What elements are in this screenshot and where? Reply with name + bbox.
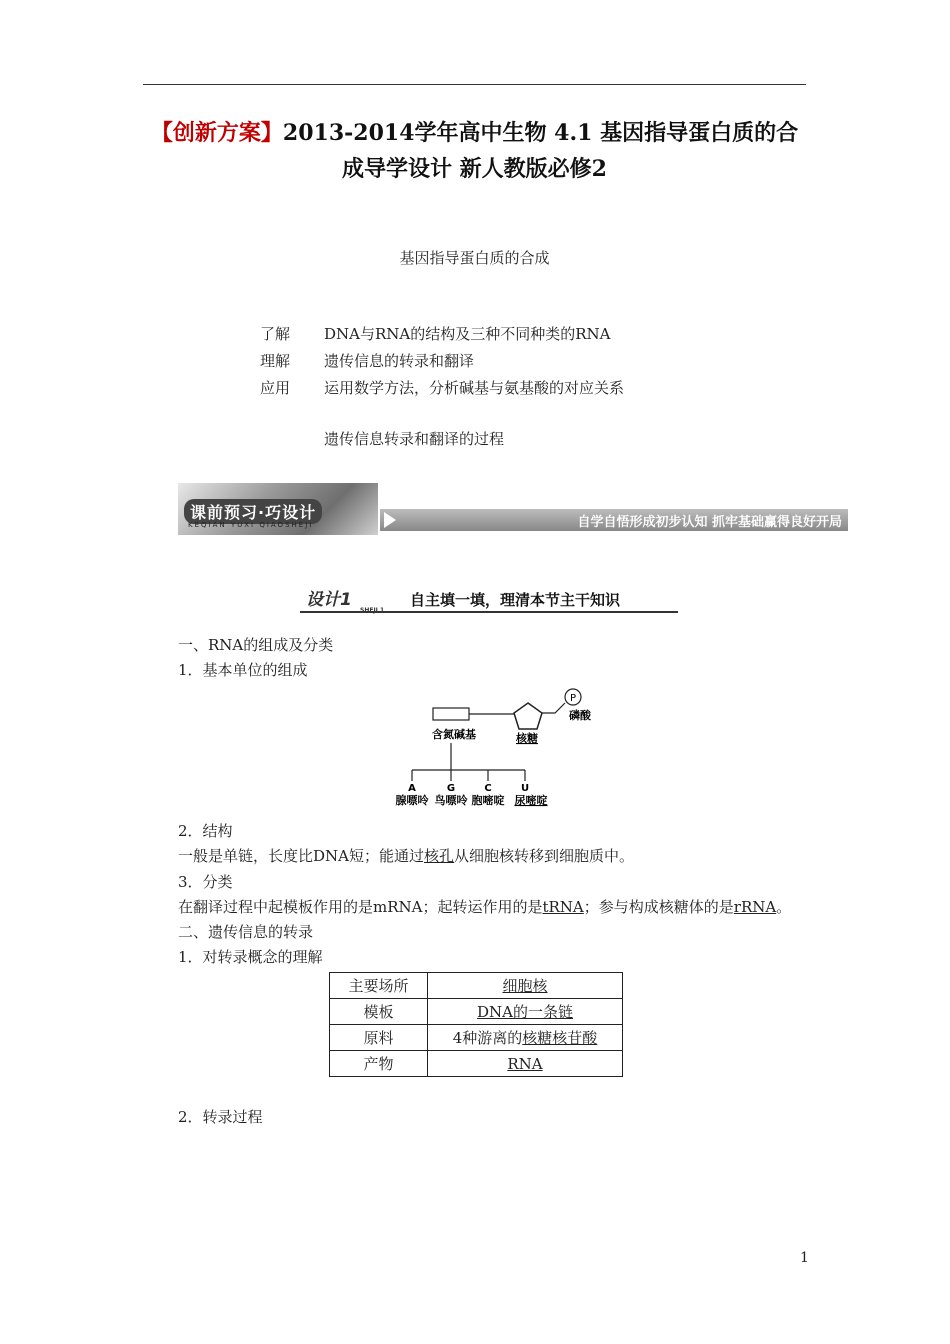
structure-text: [178, 845, 634, 866]
page-number: 1: [800, 1250, 809, 1266]
document-title-line-1: [143, 116, 806, 150]
table-row: [330, 1051, 623, 1077]
banner-photo: [178, 483, 378, 535]
document-title-line-2: [143, 152, 806, 186]
heading-basic-unit: 1．基本单位的组成: [178, 661, 308, 679]
ribose-pentagon: [514, 703, 542, 729]
objective-level: 应用: [260, 379, 291, 397]
answer-nuclear-pore: 核孔: [424, 847, 455, 865]
header-rule: [143, 84, 806, 85]
base-name-guanine: 鸟嘌呤: [434, 794, 468, 807]
section-underline: [300, 611, 678, 613]
table-value: 4种游离的核糖核苷酸: [428, 1025, 623, 1051]
heading-rna-composition: 一、RNA的组成及分类: [178, 636, 334, 654]
objective-row: [260, 350, 474, 371]
table-row: [330, 973, 623, 999]
base-letter-c: C: [484, 783, 492, 794]
objective-level: 了解: [260, 325, 291, 343]
table-key: 主要场所: [330, 973, 428, 999]
objective-row: [260, 377, 624, 398]
base-letter-u: U: [520, 783, 530, 794]
base-name-cytosine: 胞嘧啶: [471, 794, 505, 807]
structure-text-a: 一般是单链，长度比DNA短；能通过: [178, 847, 424, 865]
sugar-label: 核糖: [516, 732, 538, 745]
table-row: [330, 1025, 623, 1051]
title-line-2: 成导学设计 新人教版必修2: [342, 156, 607, 182]
heading-transcription: 二、遗传信息的转录: [178, 923, 314, 941]
table-value: DNA的一条链: [428, 999, 623, 1025]
nucleotide-diagram: [385, 683, 615, 811]
base-letter-a: A: [408, 783, 416, 794]
table-row: [330, 999, 623, 1025]
classification-text-a: 在翻译过程中起模板作用的是mRNA；起转运作用的是: [178, 898, 543, 916]
base-label: 含氮碱基: [432, 728, 476, 741]
table-value: RNA: [428, 1051, 623, 1077]
heading-structure: 2．结构: [178, 822, 233, 840]
banner-slogan: 自学自悟形成初步认知 抓牢基础赢得良好开局: [577, 515, 842, 530]
base-name-adenine: 腺嘌呤: [395, 794, 429, 807]
objective-text: 遗传信息的转录和翻译: [324, 352, 475, 370]
preview-banner: [178, 483, 848, 535]
classification-text-b: ；参与构成核糖体的是: [583, 898, 734, 916]
objective-row: [260, 323, 611, 344]
key-point: 遗传信息转录和翻译的过程: [324, 430, 505, 448]
banner-pinyin: KEQIAN YUXI QIAOSHEJI: [188, 521, 314, 529]
section-logo-sub: SHEJI 1: [360, 607, 385, 614]
phosphate-label: 磷酸: [569, 709, 591, 722]
classification-text-c: 。: [776, 898, 792, 916]
title-bracket: 【创新方案】: [150, 120, 283, 146]
table-key: 原料: [330, 1025, 428, 1051]
objective-level: 理解: [260, 352, 291, 370]
table-value: 细胞核: [428, 973, 623, 999]
section-logo: 设计1: [306, 590, 352, 610]
lesson-subtitle: 基因指导蛋白质的合成: [399, 249, 550, 267]
play-icon: [384, 512, 396, 528]
title-main: 2013-2014学年高中生物 4.1 基因指导蛋白质的合: [282, 120, 799, 146]
banner-title: 课前预习·巧设计: [184, 499, 322, 524]
heading-transcription-process: 2．转录过程: [178, 1108, 263, 1126]
heading-classification: 3．分类: [178, 873, 233, 891]
heading-transcription-concept: 1．对转录概念的理解: [178, 948, 323, 966]
base-box: [433, 708, 469, 720]
answer-rrna: rRNA: [733, 898, 777, 916]
structure-text-b: 从细胞核转移到细胞质中。: [454, 847, 635, 865]
objective-text: DNA与RNA的结构及三种不同种类的RNA: [324, 325, 611, 343]
section-header: [300, 585, 678, 613]
transcription-table: [329, 972, 623, 1077]
base-name-uracil: 尿嘧啶: [514, 794, 548, 807]
classification-text: [178, 896, 791, 917]
section-header-text: 自主填一填，理清本节主干知识: [410, 591, 621, 609]
table-key: 模板: [330, 999, 428, 1025]
objective-text: 运用数学方法，分析碱基与氨基酸的对应关系: [324, 379, 625, 397]
table-key: 产物: [330, 1051, 428, 1077]
phosphate-bond: [542, 703, 565, 713]
answer-trna: tRNA: [542, 898, 584, 916]
phosphate-symbol: P: [569, 693, 577, 704]
base-letter-g: G: [446, 783, 456, 794]
